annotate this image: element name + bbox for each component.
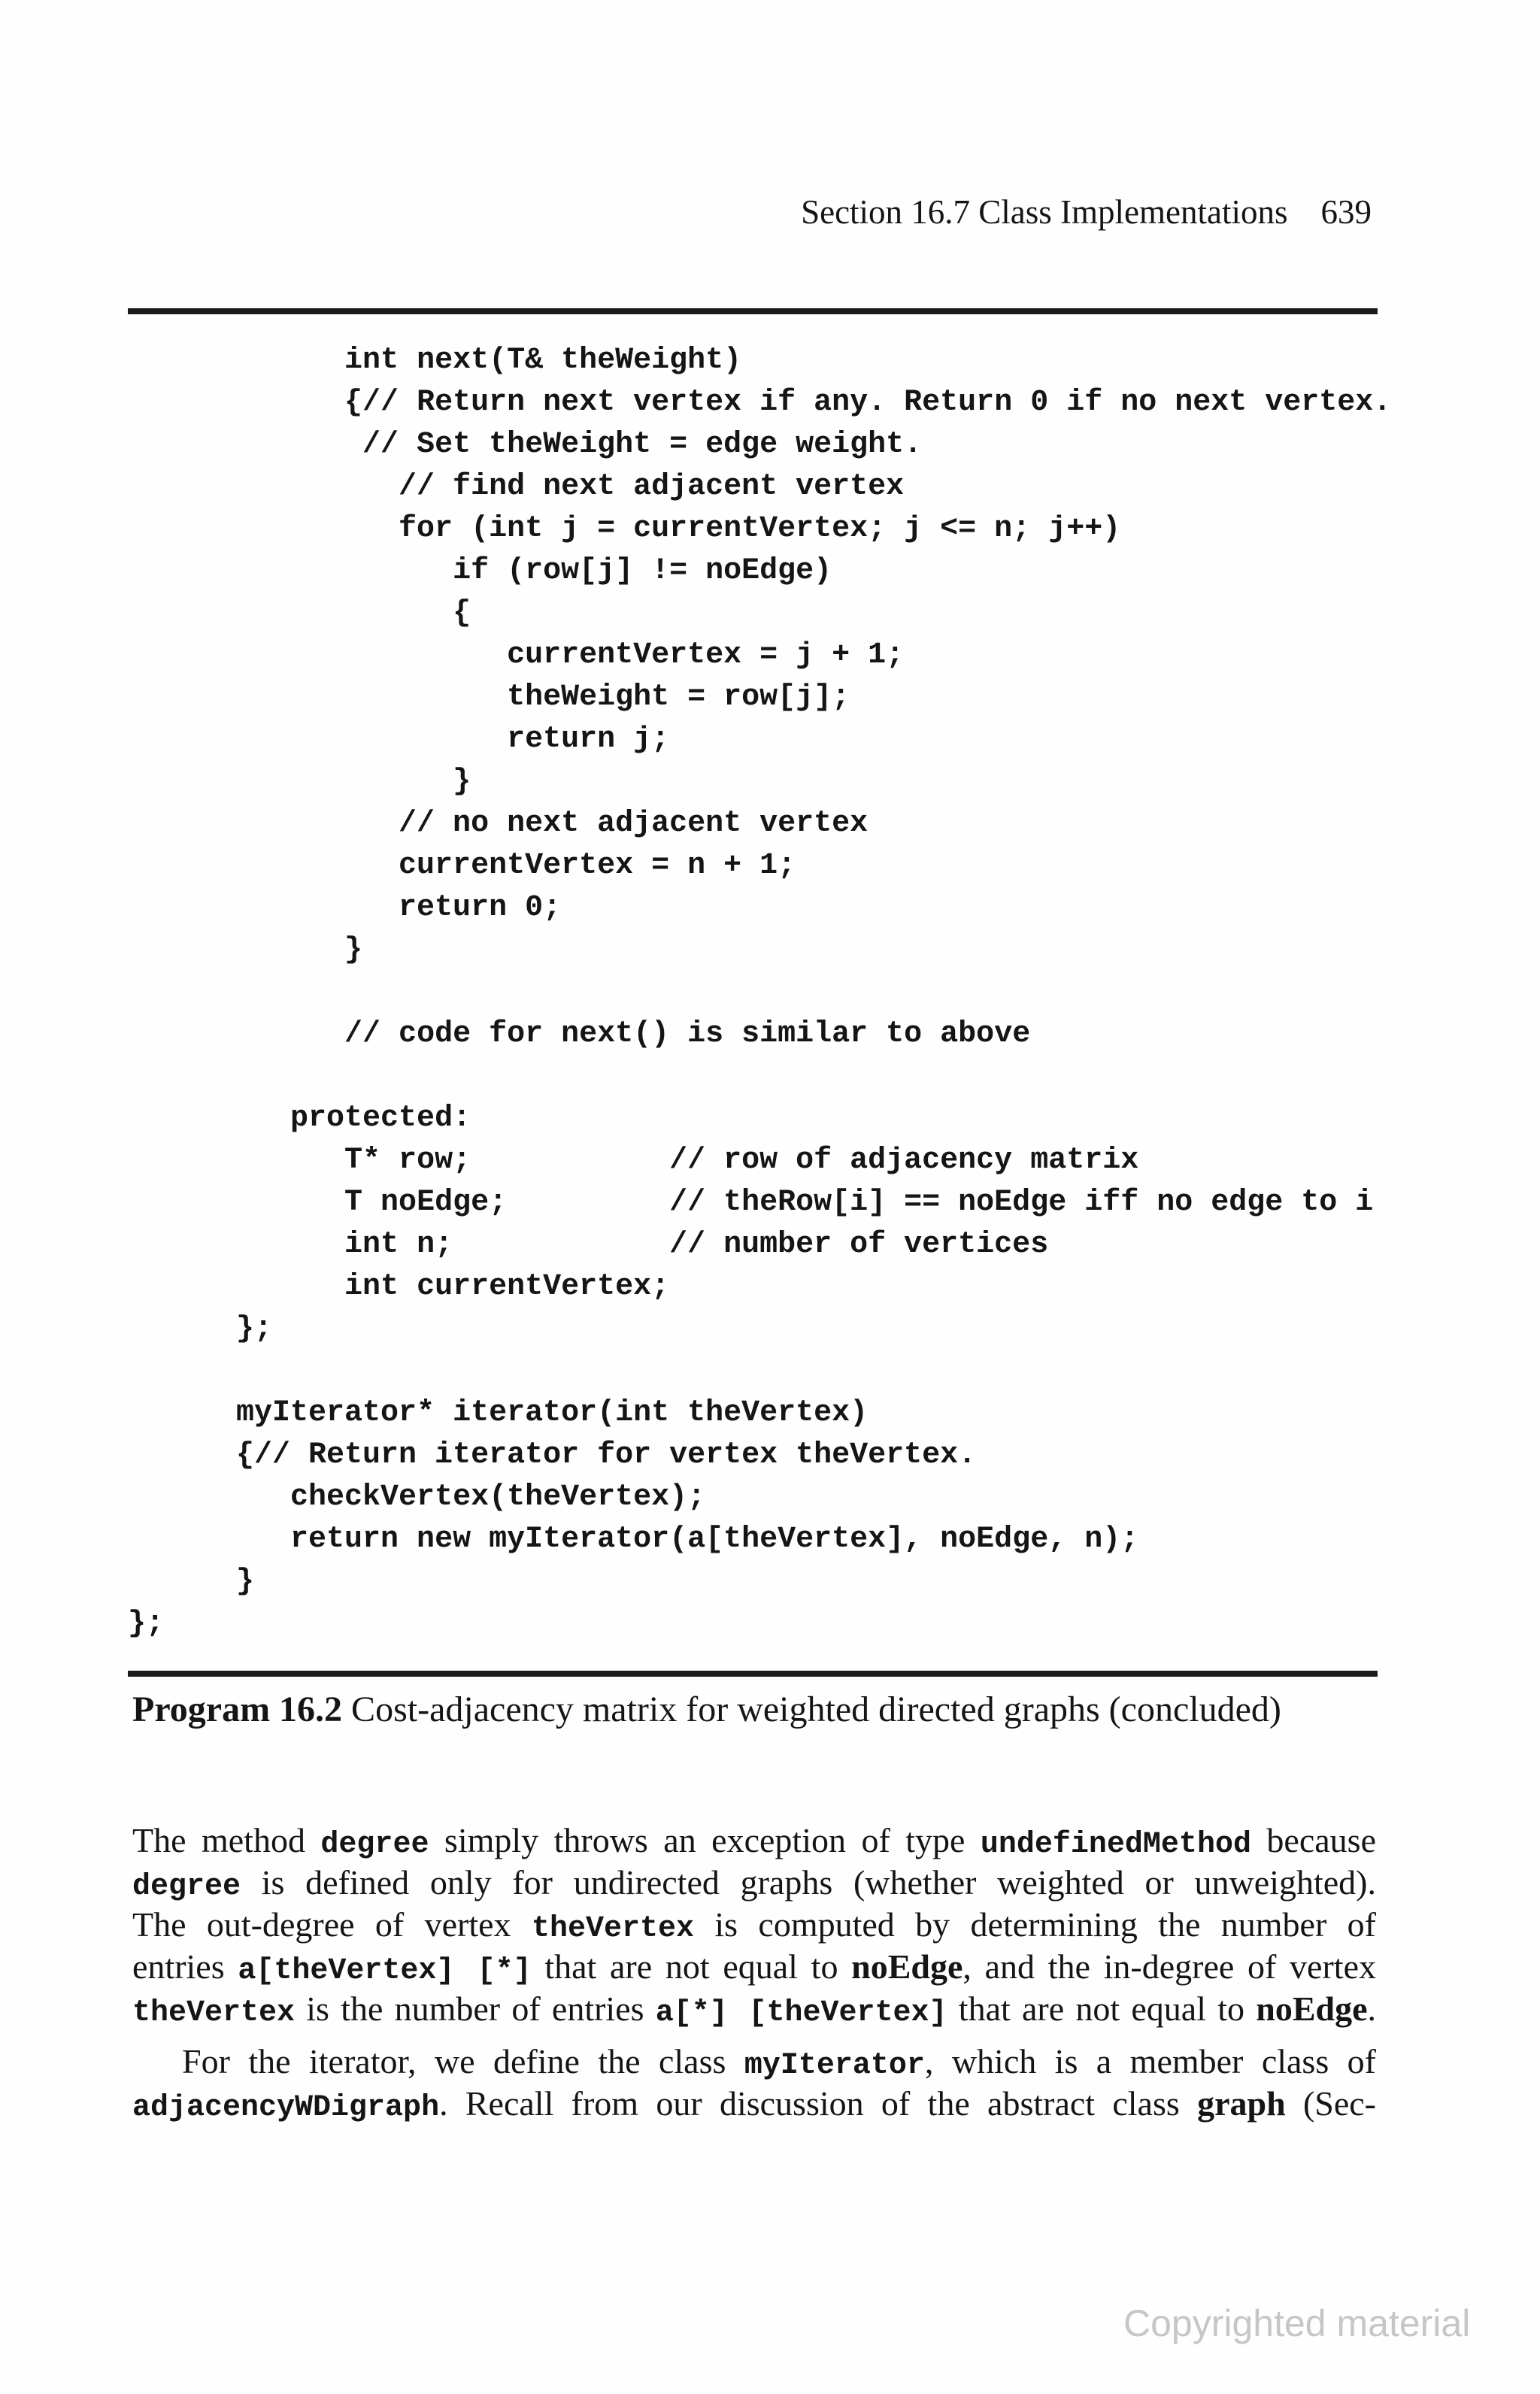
text-line	[132, 2041, 1376, 2083]
top-rule	[128, 308, 1378, 314]
code-line	[128, 1182, 1391, 1224]
text-run: For the iterator, we define the class	[182, 2042, 744, 2080]
code-line: theWeight = row[j];	[507, 680, 850, 714]
code-line: return new myIterator(a[theVertex], noEdge, n);	[290, 1523, 1139, 1556]
code-line: // Set theWeight = edge weight.	[362, 428, 923, 462]
code-line: };	[236, 1312, 273, 1346]
program-caption	[132, 1689, 1281, 1731]
code-line: protected:	[290, 1102, 471, 1135]
running-title: Section 16.7 Class Implementations	[801, 193, 1288, 231]
code-line	[128, 1224, 1391, 1266]
code-line	[128, 1140, 1391, 1182]
bottom-rule	[128, 1671, 1378, 1677]
code-line: return 0;	[399, 891, 562, 925]
paragraph	[132, 2041, 1376, 2125]
code-line: for (int j = currentVertex; j <= n; j++)	[399, 512, 1121, 546]
text-run: is computed by determining the number of	[693, 1905, 1376, 1944]
code-line: }	[453, 765, 471, 799]
code-line: checkVertex(theVertex);	[290, 1480, 706, 1514]
code-identifier: theVertex	[531, 1912, 694, 1946]
code-line: {	[453, 596, 471, 630]
code-line: return j;	[507, 723, 670, 756]
text-run: . Recall from our discussion of the abstract class	[439, 2084, 1198, 2123]
code-identifier: theVertex	[132, 1996, 296, 2030]
text-line	[132, 1862, 1376, 1904]
text-line	[132, 1946, 1376, 1988]
code-statement: T noEdge;	[344, 1186, 508, 1220]
code-line: int currentVertex;	[344, 1270, 670, 1304]
text-run: that are not equal to	[531, 1947, 852, 1986]
text-run: entries	[132, 1947, 238, 1986]
text-line	[132, 1904, 1376, 1946]
code-line: // code for next() is similar to above	[344, 1017, 1031, 1051]
text-run: simply throws an exception of type	[429, 1821, 981, 1859]
code-line: }	[236, 1565, 255, 1599]
code-line: int next(T& theWeight)	[344, 344, 742, 377]
text-run: .	[1367, 1989, 1377, 2028]
caption-label: Program 16.2	[132, 1689, 343, 1729]
code-identifier: myIterator	[744, 2049, 925, 2083]
text-run: that are not equal to	[947, 1989, 1257, 2028]
code-identifier: degree	[320, 1828, 429, 1862]
text-run: The method	[132, 1821, 321, 1859]
blank-line	[128, 1350, 1391, 1392]
text-line	[132, 1988, 1376, 2030]
text-line	[132, 1820, 1376, 1862]
copyright-watermark: Copyrighted material	[1123, 2302, 1471, 2344]
code-statement: int n;	[344, 1228, 453, 1262]
code-line: {// Return iterator for vertex theVertex.	[236, 1438, 977, 1472]
code-comment: // theRow[i] == noEdge iff no edge to i	[669, 1186, 1374, 1220]
code-line: currentVertex = j + 1;	[507, 638, 905, 672]
code-line: currentVertex = n + 1;	[399, 849, 796, 883]
text-run: (Sec-	[1285, 2084, 1376, 2123]
code-identifier: adjacencyWDigraph	[132, 2091, 440, 2125]
bold-term: noEdge	[1256, 1989, 1368, 2028]
code-line: if (row[j] != noEdge)	[453, 554, 832, 588]
code-identifier: a[theVertex] [*]	[238, 1954, 532, 1988]
code-comment: // row of adjacency matrix	[669, 1144, 1139, 1177]
text-run: , and the in-degree of vertex	[962, 1947, 1376, 1986]
text-run: is defined only for undirected graphs (whether weighted or unweighted).	[241, 1863, 1376, 1902]
code-line: myIterator* iterator(int theVertex)	[236, 1396, 869, 1430]
text-run: , which is a member class of	[924, 2042, 1376, 2080]
code-listing	[128, 340, 1391, 1645]
paragraph	[132, 1820, 1376, 2030]
text-run: because	[1250, 1821, 1376, 1859]
code-comment: // number of vertices	[669, 1228, 1049, 1262]
code-line: };	[128, 1607, 165, 1641]
code-line: {// Return next vertex if any. Return 0 if no next vertex.	[344, 386, 1392, 420]
code-identifier: degree	[132, 1870, 241, 1904]
code-statement: T* row;	[344, 1144, 471, 1177]
blank-line	[128, 971, 1391, 1014]
code-line: // find next adjacent vertex	[399, 470, 905, 504]
text-line	[132, 2083, 1376, 2125]
page-number: 639	[1320, 193, 1372, 231]
code-identifier: undefinedMethod	[980, 1828, 1251, 1862]
code-identifier: a[*] [theVertex]	[655, 1996, 947, 2030]
text-run: is the number of entries	[295, 1989, 656, 2028]
running-head	[801, 191, 1372, 233]
code-line: // no next adjacent vertex	[399, 807, 869, 841]
blank-line	[128, 1056, 1391, 1098]
bold-term: graph	[1197, 2084, 1286, 2123]
bold-term: noEdge	[851, 1947, 963, 1986]
caption-text: Cost-adjacency matrix for weighted directed graphs (concluded)	[351, 1689, 1281, 1729]
code-line: }	[344, 933, 363, 967]
text-run: The out-degree of vertex	[132, 1905, 532, 1944]
